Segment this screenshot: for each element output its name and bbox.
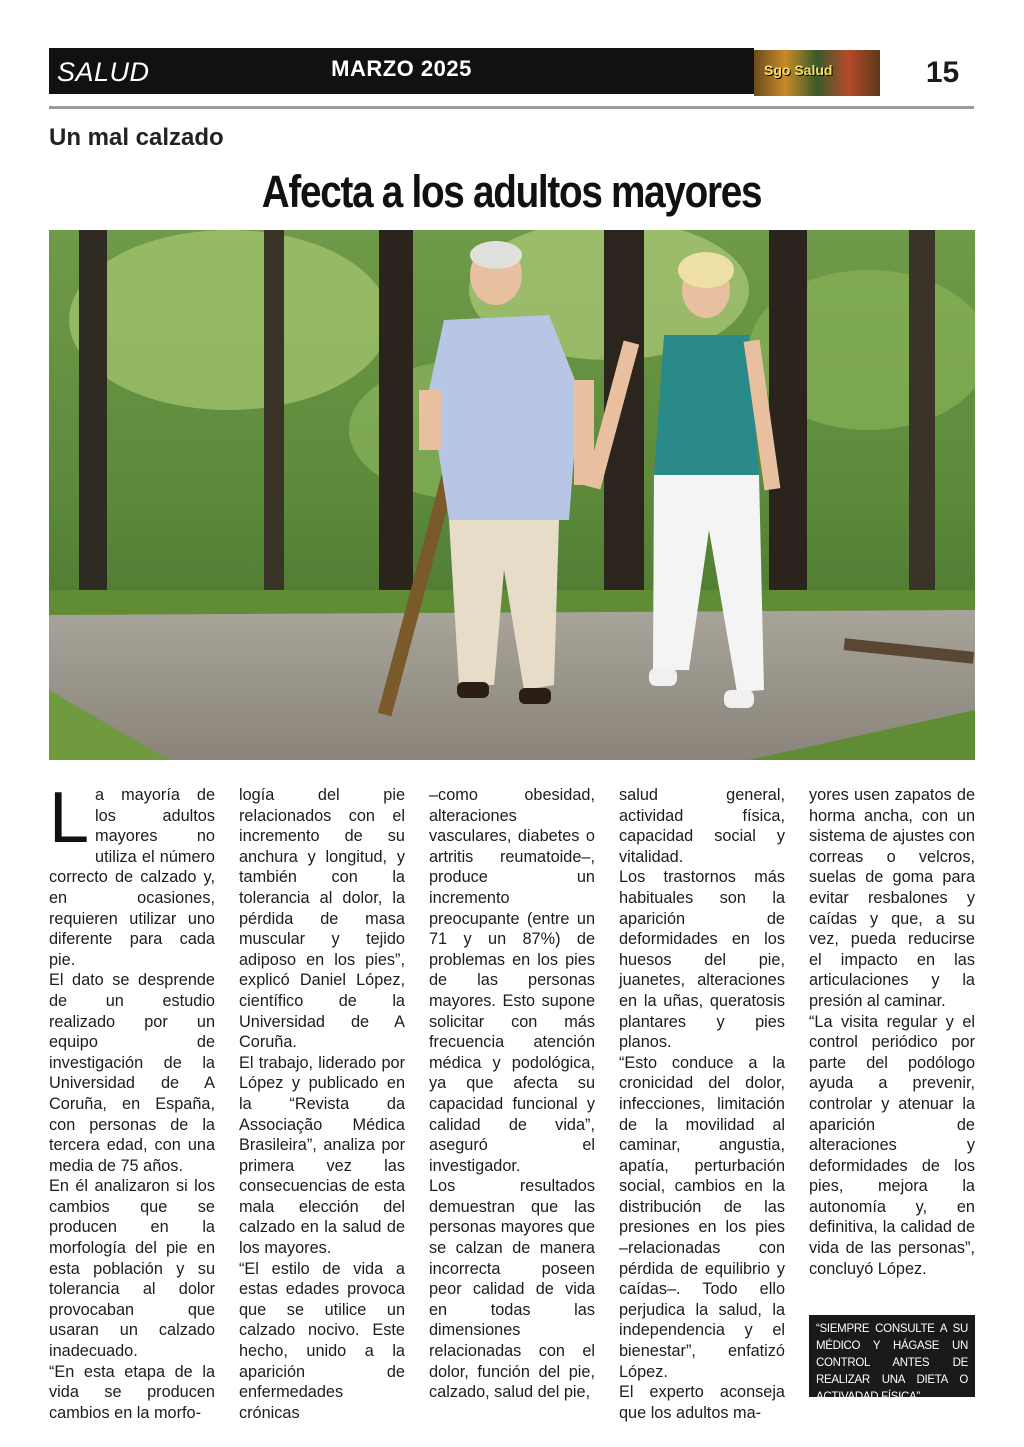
health-advice-callout: “SIEMPRE CONSULTE A SU MÉDICO Y HÁGASE UN CONTROL ANTES DE REALIZAR UNA DIETA O ACTIVADAD FÍSICA” <box>809 1315 975 1397</box>
sgo-salud-logo <box>754 50 880 96</box>
paragraph <box>49 778 215 970</box>
article-column-3 <box>429 785 595 1403</box>
paragraph: El trabajo, liderado por López y publicado en la “Revista da Associação Médica Brasileira”, analiza por primera vez las consecuencias de esta mala elección del calzado en la salud de los mayores. <box>239 1053 405 1258</box>
paragraph: “En esta etapa de la vida se producen cambios en la morfo- <box>49 1362 215 1422</box>
article-column-2 <box>239 785 405 1423</box>
paragraph: yores usen zapatos de horma ancha, con un sistema de ajustes con correas o velcros, suelas de goma para evitar resbalones y caídas y que, a su vez, pueda reducirse el impacto en las articulaciones y la presión al caminar. <box>809 786 975 1010</box>
article-column-5 <box>809 785 975 1279</box>
article-column-1 <box>49 778 215 1423</box>
section-label: SALUD <box>57 57 150 87</box>
paragraph: El experto aconseja que los adultos ma- <box>619 1383 785 1422</box>
paragraph: En él analizaron si los cambios que se producen en la morfología del pie en esta población y su tolerancia al dolor provocaban que usaran un calzado inadecuado. <box>49 1177 215 1361</box>
paragraph: logía del pie relacionados con el incremento de su anchura y longitud, y también con la tolerancia al dolor, la pérdida de masa muscular y tejido adiposo en los pies”, explicó Daniel López, científico de la Universidad de A Coruña. <box>239 786 405 1052</box>
article-headline: Afecta a los adultos mayores <box>261 166 762 217</box>
paragraph: –como obesidad, alteraciones vasculares, diabetes o artritis reumatoide–, produce un incremento preocupante (entre un 71 y un 87%) de problemas en los pies de las personas mayores. Esto supone solicitar con más frecuencia atención médica y podológica, ya que afecta su capacidad funcional y calidad de vida”, aseguró el investigador. <box>429 786 595 1175</box>
section-header-bar <box>49 48 754 94</box>
paragraph: “La visita regular y el control periódico por parte del podólogo ayuda a prevenir, controlar y atenuar la aparición de alteraciones y deformidades de los pies, mejora la autonomía y, en definitiva, la calidad de vida de las personas”, concluyó López. <box>809 1012 975 1278</box>
logo-text: Sgo Salud <box>764 62 833 78</box>
article-kicker: Un mal calzado <box>49 124 224 151</box>
paragraph: “Esto conduce a la cronicidad del dolor, infecciones, limitación de la movilidad al caminar, angustia, apatía, perturbación social, cambios en la distribución de las presiones en los pies –relacionadas con pérdida de equilibrio y caídas–. Todo ello perjudica la salud, la independencia y el bienestar”, enfatizó López. <box>619 1053 785 1381</box>
paragraph: “El estilo de vida a estas edades provoca que se utilice un calzado nocivo. Este hecho, unido a la aparición de enfermedades crónicas <box>239 1259 405 1422</box>
page-number: 15 <box>925 56 960 89</box>
drop-cap: L <box>49 778 90 858</box>
paragraph: salud general, actividad física, capacidad social y vitalidad. <box>619 786 785 866</box>
article-column-4 <box>619 785 785 1423</box>
paragraph-text: a mayoría de los adultos mayores no utiliza el número correcto de calzado y, en ocasiones, requieren utilizar uno diferente para cada pie. <box>49 786 215 969</box>
paragraph: Los resultados demuestran que las personas mayores que se calzan de manera incorrecta poseen peor calidad de vida en todas las dimensiones relacionadas con el dolor, función del pie, calzado, salud del pie, <box>429 1177 595 1402</box>
paragraph: El dato se desprende de un estudio realizado por un equipo de investigación de la Universidad de A Coruña, en España, con personas de la tercera edad, con una media de 75 años. <box>49 971 215 1175</box>
issue-date: MARZO 2025 <box>331 56 472 81</box>
paragraph: Los trastornos más habituales son la aparición de deformidades en los huesos del pie, juanetes, alteraciones en la uñas, queratosis plantares y pies planos. <box>619 868 785 1052</box>
article-photo <box>49 230 975 760</box>
header-divider <box>49 106 974 109</box>
